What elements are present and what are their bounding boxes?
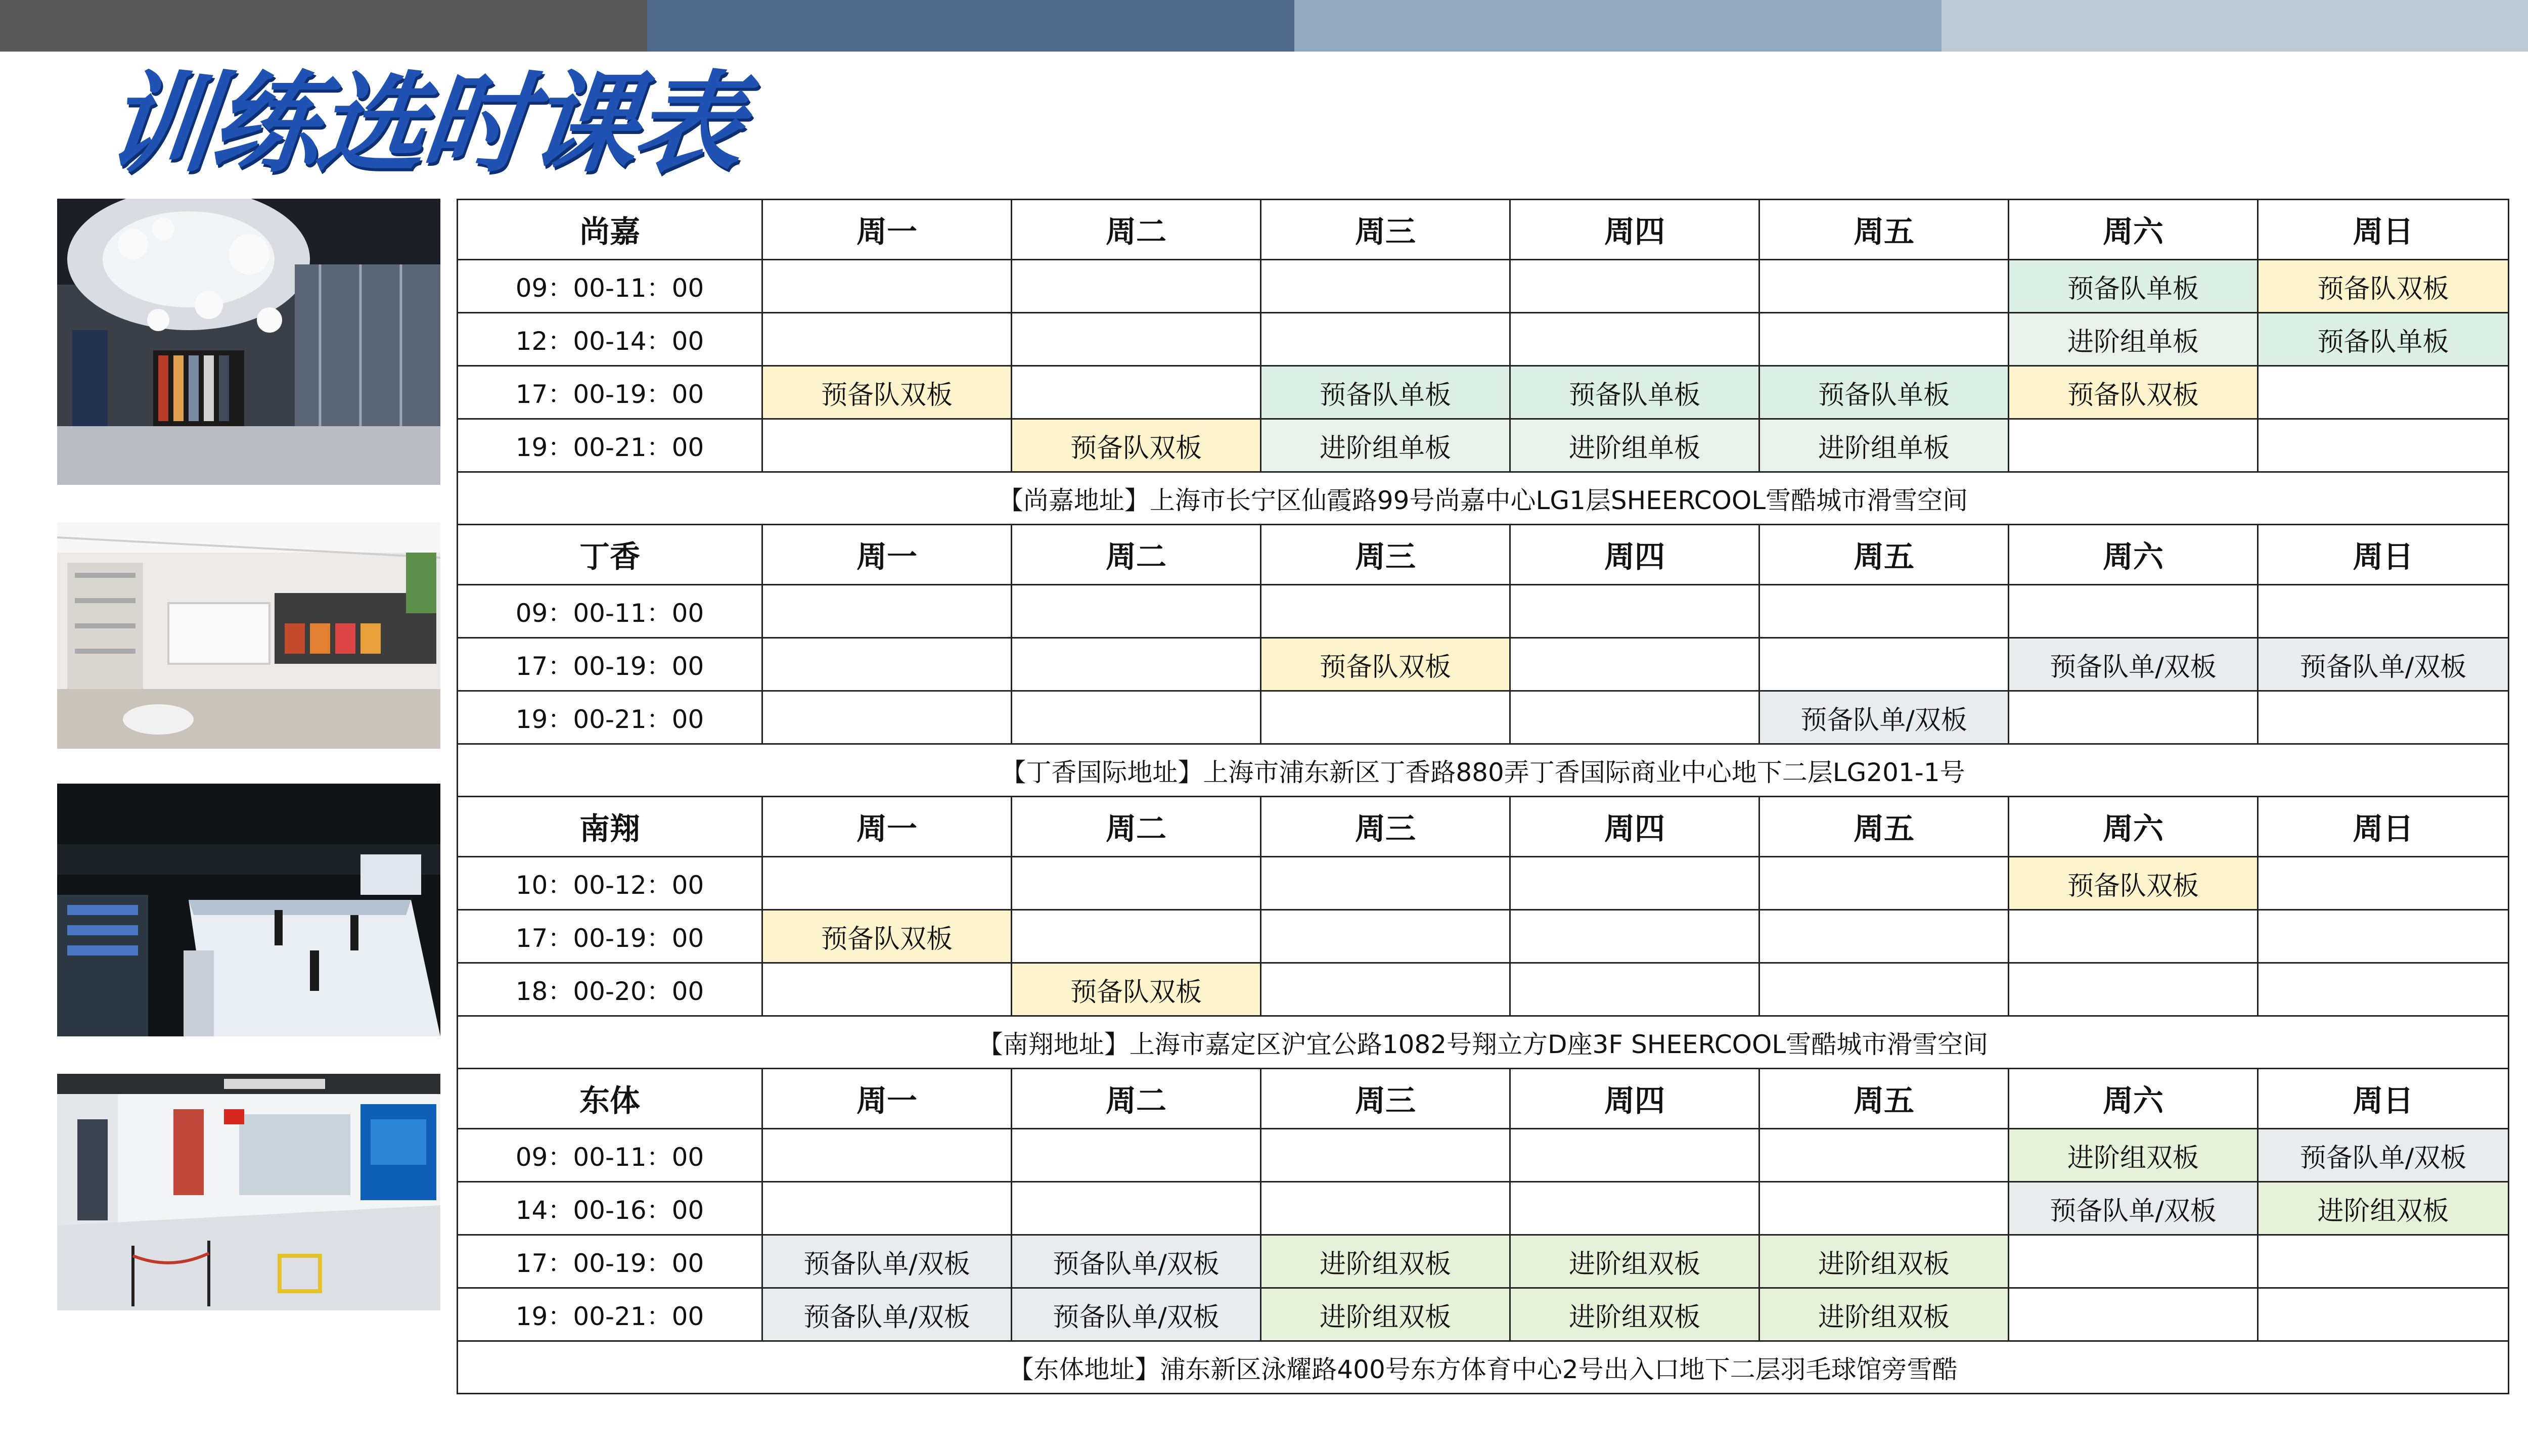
time-slot-row — [458, 1182, 2509, 1235]
empty-cell — [2258, 691, 2509, 744]
time-slot: 17：00-19：00 — [458, 1235, 762, 1288]
day-header: 周二 — [1012, 200, 1261, 260]
venue-photo-dongti — [57, 1074, 440, 1310]
empty-cell — [762, 638, 1012, 691]
time-slot: 17：00-19：00 — [458, 366, 762, 419]
empty-cell — [1012, 313, 1261, 366]
venue-header-row — [458, 200, 2509, 260]
address-row — [458, 472, 2509, 525]
time-slot-row — [458, 419, 2509, 472]
time-slot-row — [458, 691, 2509, 744]
empty-cell — [1012, 585, 1261, 638]
empty-cell — [2009, 419, 2258, 472]
empty-cell — [1012, 260, 1261, 313]
empty-cell — [2009, 963, 2258, 1016]
empty-cell — [762, 691, 1012, 744]
time-slot: 17：00-19：00 — [458, 910, 762, 963]
top-bar-segment — [1942, 0, 2528, 52]
time-slot-row — [458, 366, 2509, 419]
empty-cell — [1510, 638, 1759, 691]
empty-cell — [1261, 963, 1510, 1016]
time-slot-row — [458, 910, 2509, 963]
time-slot: 17：00-19：00 — [458, 638, 762, 691]
day-header: 周日 — [2258, 200, 2509, 260]
class-cell: 预备队双板 — [2009, 857, 2258, 910]
venue-header-row — [458, 797, 2509, 857]
empty-cell — [1510, 691, 1759, 744]
top-bar-segment — [647, 0, 1294, 52]
day-header: 周二 — [1012, 1069, 1261, 1129]
venue-address: 【尚嘉地址】上海市长宁区仙霞路99号尚嘉中心LG1层SHEERCOOL雪酷城市滑雪空间 — [458, 472, 2509, 525]
empty-cell — [1759, 260, 2009, 313]
time-slot-row — [458, 1288, 2509, 1341]
venue-header-row — [458, 525, 2509, 585]
venue-name: 南翔 — [458, 797, 762, 857]
class-cell: 预备队单板 — [1759, 366, 2009, 419]
empty-cell — [1012, 366, 1261, 419]
class-cell: 预备队单板 — [1261, 366, 1510, 419]
day-header: 周日 — [2258, 797, 2509, 857]
empty-cell — [1510, 1182, 1759, 1235]
day-header: 周六 — [2009, 1069, 2258, 1129]
venue-address: 【南翔地址】上海市嘉定区沪宜公路1082号翔立方D座3F SHEERCOOL雪酷城市滑雪空间 — [458, 1016, 2509, 1069]
time-slot: 19：00-21：00 — [458, 419, 762, 472]
class-cell: 预备队双板 — [762, 366, 1012, 419]
empty-cell — [2258, 1288, 2509, 1341]
top-bar-segment — [0, 0, 647, 52]
time-slot-row — [458, 638, 2509, 691]
empty-cell — [2258, 963, 2509, 1016]
empty-cell — [2258, 419, 2509, 472]
empty-cell — [1261, 1129, 1510, 1182]
time-slot-row — [458, 1129, 2509, 1182]
venue-address: 【丁香国际地址】上海市浦东新区丁香路880弄丁香国际商业中心地下二层LG201-1号 — [458, 744, 2509, 797]
class-cell: 进阶组双板 — [1261, 1288, 1510, 1341]
day-header: 周三 — [1261, 1069, 1510, 1129]
class-cell: 预备队单/双板 — [2009, 638, 2258, 691]
time-slot-row — [458, 585, 2509, 638]
day-header: 周一 — [762, 797, 1012, 857]
empty-cell — [762, 1129, 1012, 1182]
time-slot-row — [458, 313, 2509, 366]
empty-cell — [2009, 691, 2258, 744]
empty-cell — [1759, 857, 2009, 910]
time-slot-row — [458, 857, 2509, 910]
empty-cell — [1759, 963, 2009, 1016]
class-cell: 进阶组双板 — [1510, 1288, 1759, 1341]
schedule-table — [457, 199, 2509, 1394]
empty-cell — [1012, 910, 1261, 963]
venue-photo-nanxiang — [57, 784, 440, 1036]
empty-cell — [2258, 366, 2509, 419]
empty-cell — [2009, 1235, 2258, 1288]
empty-cell — [762, 313, 1012, 366]
address-row — [458, 744, 2509, 797]
day-header: 周一 — [762, 200, 1012, 260]
address-row — [458, 1016, 2509, 1069]
time-slot-row — [458, 1235, 2509, 1288]
class-cell: 进阶组双板 — [2009, 1129, 2258, 1182]
time-slot-row — [458, 260, 2509, 313]
time-slot: 09：00-11：00 — [458, 1129, 762, 1182]
day-header: 周四 — [1510, 797, 1759, 857]
day-header: 周六 — [2009, 200, 2258, 260]
empty-cell — [2009, 1288, 2258, 1341]
time-slot: 18：00-20：00 — [458, 963, 762, 1016]
class-cell: 预备队单/双板 — [762, 1288, 1012, 1341]
empty-cell — [1759, 585, 2009, 638]
class-cell: 进阶组单板 — [1510, 419, 1759, 472]
class-cell: 预备队单/双板 — [2258, 638, 2509, 691]
class-cell: 预备队双板 — [1012, 963, 1261, 1016]
class-cell: 预备队双板 — [2258, 260, 2509, 313]
empty-cell — [762, 857, 1012, 910]
empty-cell — [1012, 1129, 1261, 1182]
day-header: 周四 — [1510, 525, 1759, 585]
page-title: 训练选时课表 — [99, 60, 747, 187]
empty-cell — [1012, 857, 1261, 910]
empty-cell — [1261, 1182, 1510, 1235]
empty-cell — [1261, 313, 1510, 366]
empty-cell — [1510, 585, 1759, 638]
empty-cell — [1261, 585, 1510, 638]
empty-cell — [762, 260, 1012, 313]
empty-cell — [762, 963, 1012, 1016]
class-cell: 预备队双板 — [1012, 419, 1261, 472]
day-header: 周四 — [1510, 200, 1759, 260]
time-slot: 19：00-21：00 — [458, 691, 762, 744]
empty-cell — [1759, 1129, 2009, 1182]
class-cell: 进阶组单板 — [2009, 313, 2258, 366]
class-cell: 进阶组双板 — [2258, 1182, 2509, 1235]
day-header: 周一 — [762, 525, 1012, 585]
venue-photo-shangjia — [57, 199, 440, 485]
class-cell: 进阶组单板 — [1261, 419, 1510, 472]
class-cell: 预备队单板 — [1510, 366, 1759, 419]
class-cell: 预备队单/双板 — [2009, 1182, 2258, 1235]
class-cell: 预备队双板 — [762, 910, 1012, 963]
empty-cell — [2009, 585, 2258, 638]
empty-cell — [1759, 313, 2009, 366]
time-slot: 10：00-12：00 — [458, 857, 762, 910]
venue-photo-dingxiang — [57, 522, 440, 749]
time-slot-row — [458, 963, 2509, 1016]
class-cell: 预备队双板 — [1261, 638, 1510, 691]
day-header: 周四 — [1510, 1069, 1759, 1129]
class-cell: 预备队单板 — [2009, 260, 2258, 313]
empty-cell — [762, 419, 1012, 472]
day-header: 周五 — [1759, 525, 2009, 585]
empty-cell — [1510, 963, 1759, 1016]
time-slot: 14：00-16：00 — [458, 1182, 762, 1235]
day-header: 周三 — [1261, 797, 1510, 857]
empty-cell — [1261, 857, 1510, 910]
day-header: 周日 — [2258, 525, 2509, 585]
venue-header-row — [458, 1069, 2509, 1129]
time-slot: 19：00-21：00 — [458, 1288, 762, 1341]
empty-cell — [2258, 857, 2509, 910]
class-cell: 进阶组双板 — [1759, 1235, 2009, 1288]
top-bar-segment — [1294, 0, 1942, 52]
venue-name: 丁香 — [458, 525, 762, 585]
empty-cell — [1510, 857, 1759, 910]
day-header: 周六 — [2009, 525, 2258, 585]
time-slot: 12：00-14：00 — [458, 313, 762, 366]
empty-cell — [1012, 691, 1261, 744]
empty-cell — [1261, 260, 1510, 313]
class-cell: 预备队单/双板 — [1012, 1235, 1261, 1288]
class-cell: 进阶组单板 — [1759, 419, 2009, 472]
empty-cell — [2258, 585, 2509, 638]
class-cell: 预备队单板 — [2258, 313, 2509, 366]
class-cell: 预备队双板 — [2009, 366, 2258, 419]
empty-cell — [2258, 1235, 2509, 1288]
empty-cell — [1012, 1182, 1261, 1235]
venue-address: 【东体地址】浦东新区泳耀路400号东方体育中心2号出入口地下二层羽毛球馆旁雪酷 — [458, 1341, 2509, 1394]
time-slot: 09：00-11：00 — [458, 585, 762, 638]
top-color-bar — [0, 0, 2528, 52]
empty-cell — [762, 1182, 1012, 1235]
time-slot: 09：00-11：00 — [458, 260, 762, 313]
class-cell: 进阶组双板 — [1261, 1235, 1510, 1288]
empty-cell — [1510, 260, 1759, 313]
empty-cell — [1261, 691, 1510, 744]
class-cell: 预备队单/双板 — [2258, 1129, 2509, 1182]
class-cell: 进阶组双板 — [1759, 1288, 2009, 1341]
day-header: 周六 — [2009, 797, 2258, 857]
day-header: 周三 — [1261, 525, 1510, 585]
empty-cell — [1759, 638, 2009, 691]
empty-cell — [1510, 910, 1759, 963]
empty-cell — [1510, 313, 1759, 366]
day-header: 周五 — [1759, 200, 2009, 260]
day-header: 周二 — [1012, 797, 1261, 857]
empty-cell — [1261, 910, 1510, 963]
empty-cell — [762, 585, 1012, 638]
empty-cell — [1759, 1182, 2009, 1235]
empty-cell — [1012, 638, 1261, 691]
address-row — [458, 1341, 2509, 1394]
empty-cell — [1759, 910, 2009, 963]
venue-name: 尚嘉 — [458, 200, 762, 260]
day-header: 周三 — [1261, 200, 1510, 260]
day-header: 周五 — [1759, 1069, 2009, 1129]
class-cell: 预备队单/双板 — [1759, 691, 2009, 744]
empty-cell — [2009, 910, 2258, 963]
venue-name: 东体 — [458, 1069, 762, 1129]
class-cell: 预备队单/双板 — [762, 1235, 1012, 1288]
class-cell: 预备队单/双板 — [1012, 1288, 1261, 1341]
day-header: 周二 — [1012, 525, 1261, 585]
class-cell: 进阶组双板 — [1510, 1235, 1759, 1288]
day-header: 周五 — [1759, 797, 2009, 857]
empty-cell — [2258, 910, 2509, 963]
day-header: 周一 — [762, 1069, 1012, 1129]
empty-cell — [1510, 1129, 1759, 1182]
day-header: 周日 — [2258, 1069, 2509, 1129]
